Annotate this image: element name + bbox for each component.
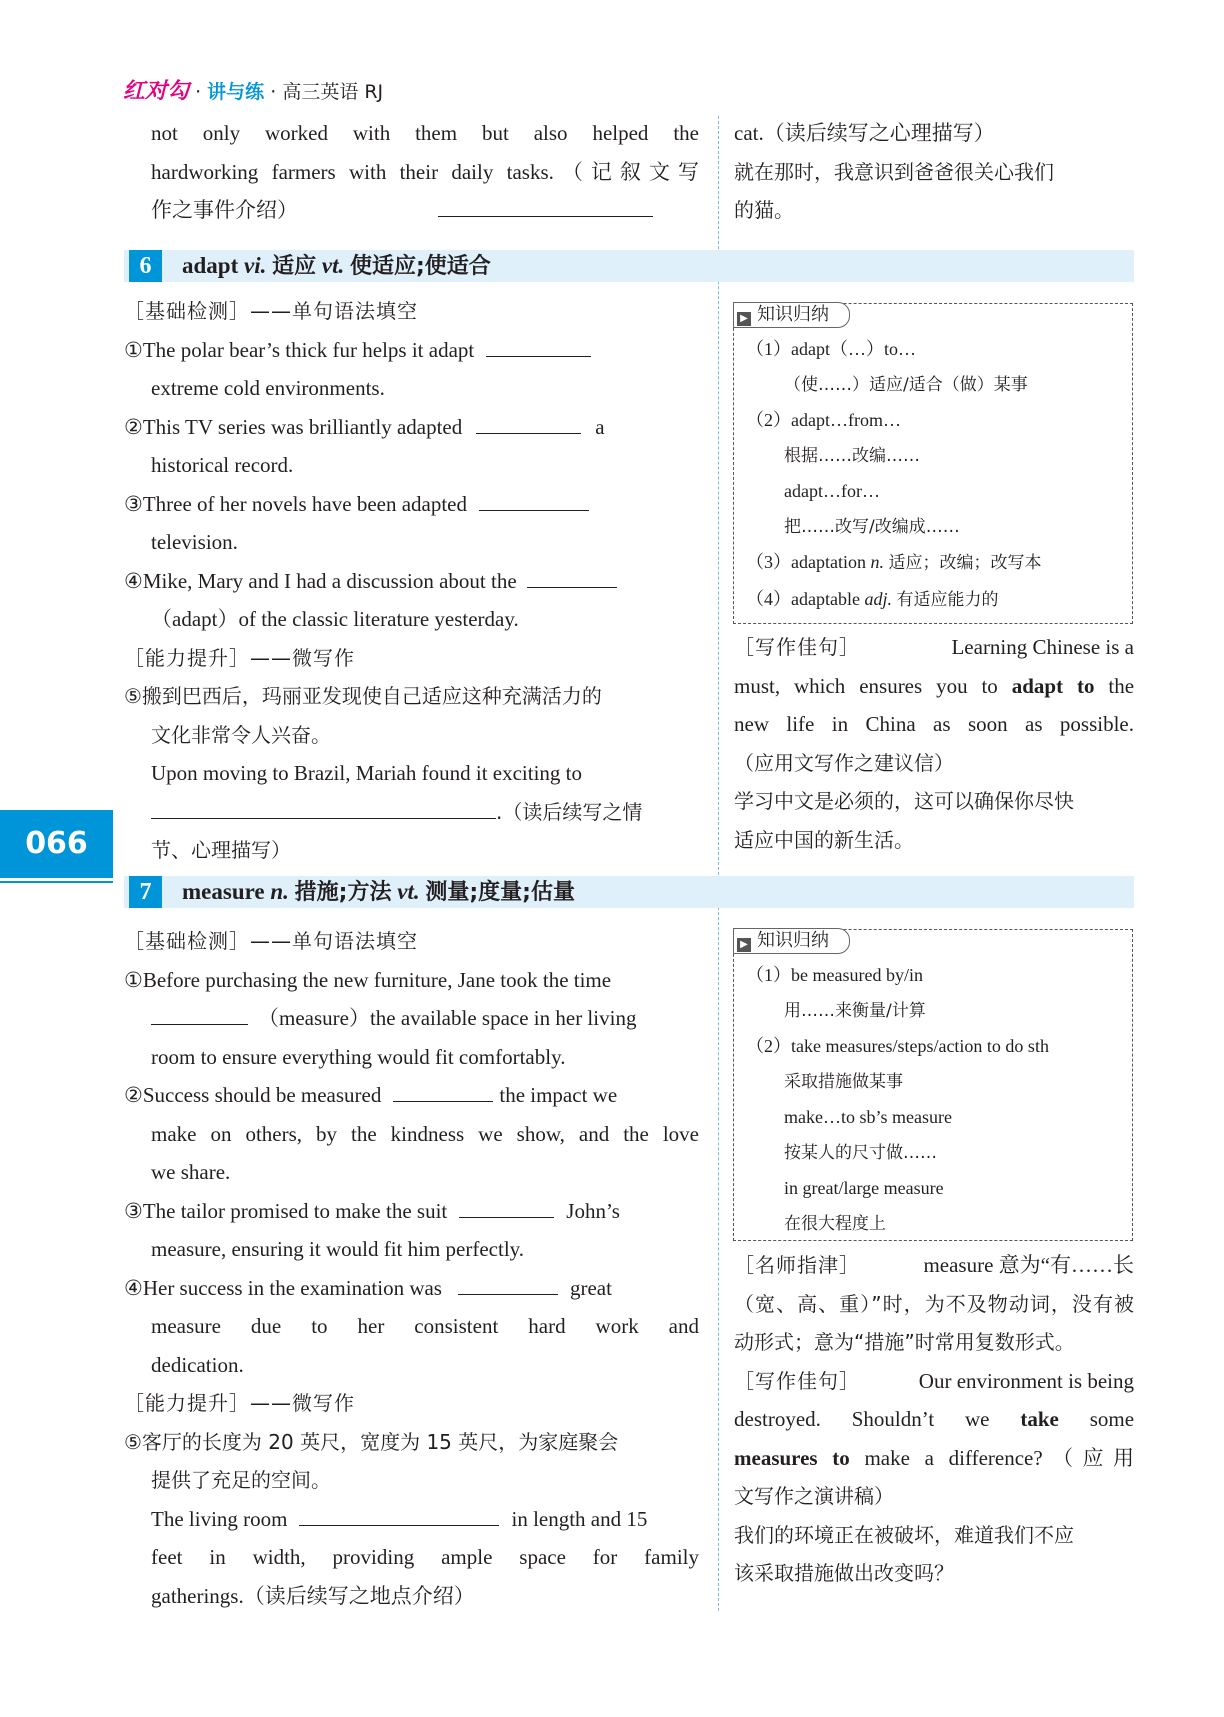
question-5: ⑤搬到巴西后，玛丽亚发现使自己适应这种充满活力的	[124, 684, 602, 708]
question-4	[124, 1269, 699, 1308]
know-term: （4）adaptable	[746, 588, 860, 609]
answer-blank[interactable]	[479, 486, 589, 511]
question-text: a	[595, 414, 605, 439]
writing-text: Learning Chinese is a	[951, 635, 1134, 659]
part-of-speech: vi.	[244, 253, 267, 278]
writing-line-3	[734, 1439, 1134, 1478]
writing-label: ［写作佳句］	[734, 1368, 860, 1393]
question-5-en	[124, 1500, 699, 1539]
know-item: 把……改写/改编成……	[784, 516, 960, 537]
header-sep: ·	[195, 81, 202, 103]
top-right-line1: cat.（读后续写之心理描写）	[734, 121, 995, 145]
answer-blank[interactable]	[151, 1000, 248, 1025]
writing-line-6: 适应中国的新生活。	[734, 827, 914, 852]
know-pos: n.	[870, 552, 884, 572]
question-3-cont: television.	[151, 530, 238, 554]
teacher-line-3: 动形式；意为“措施”时常用复数形式。	[734, 1330, 1075, 1354]
meaning: 适应	[272, 254, 317, 279]
writing-line-5: 学习中文是必须的，这可以确保你尽快	[734, 789, 1074, 813]
header-sep-2: ·	[270, 81, 277, 103]
question-text: ③The tailor promised to make the suit	[124, 1198, 448, 1223]
question-1	[124, 331, 699, 370]
know-item: adapt…for…	[784, 481, 880, 501]
know-meaning: 有适应能力的	[896, 589, 999, 610]
headword: measure	[182, 879, 265, 904]
brand-logo: 红对勾	[123, 79, 190, 104]
question-text: John’s	[566, 1198, 620, 1223]
top-right-text	[734, 114, 1134, 230]
ability-label: ［能力提升］——微写作	[124, 1391, 355, 1415]
know-item: （1）be measured by/in	[746, 965, 923, 985]
writing-line-4: 文写作之演讲稿）	[734, 1484, 894, 1508]
top-left-line2: hardworking farmers with their daily tasks.（记叙文写	[151, 159, 699, 184]
writing-label: ［写作佳句］	[734, 635, 860, 659]
know-item	[746, 545, 1132, 582]
question-text: ②This TV series was brilliantly adapted	[124, 414, 463, 439]
question-text: .（读后续写之情	[496, 799, 643, 824]
question-5-en-cont: feet in width, providing ample space for family	[151, 1545, 699, 1569]
question-1-cont	[124, 999, 699, 1038]
question-text: ④Her success in the examination was	[124, 1275, 442, 1300]
know-term: （3）adaptation	[746, 552, 866, 572]
question-5-blank-line	[124, 793, 699, 832]
know-item: （使……）适应/适合（做）某事	[784, 374, 1028, 395]
section-6-header	[124, 250, 1134, 282]
writing-text: make a difference?（应用	[864, 1445, 1134, 1470]
question-5-cont: 提供了充足的空间。	[151, 1468, 331, 1492]
know-item: 采取措施做某事	[784, 1071, 903, 1092]
know-pos: adj.	[864, 588, 892, 609]
writing-line-2	[734, 1400, 1134, 1439]
know-item: （1）adapt（…）to…	[746, 339, 916, 359]
question-text: ④Mike, Mary and I had a discussion about the	[124, 568, 517, 593]
question-2	[124, 1076, 699, 1115]
question-1-cont: extreme cold environments.	[151, 376, 385, 400]
question-5-note: 节、心理描写）	[151, 838, 291, 862]
question-text: （measure）the available space in her living	[258, 1006, 637, 1030]
question-5: ⑤客厅的长度为 20 英尺，宽度为 15 英尺，为家庭聚会	[124, 1429, 619, 1454]
top-left-text	[124, 114, 699, 230]
section-6-writing	[734, 628, 1134, 859]
writing-line-1	[734, 628, 1134, 667]
knowledge-tag-6	[733, 302, 850, 328]
writing-line-6: 该采取措施做出改变吗？	[734, 1561, 954, 1585]
section-number: 6	[129, 250, 162, 282]
triangle-icon: ▶	[737, 938, 751, 952]
answer-blank[interactable]	[486, 332, 591, 357]
course-title: 高三英语 RJ	[282, 81, 384, 103]
know-item: （2）take measures/steps/action to do sth	[746, 1036, 1049, 1056]
knowledge-label: 知识归纳	[757, 930, 829, 951]
writing-line-5: 我们的环境正在被破坏，难道我们不应	[734, 1522, 1074, 1547]
know-item: make…to sb’s measure	[784, 1107, 952, 1127]
writing-line-3: new life in China as soon as possible.	[734, 712, 1134, 736]
part-of-speech: vt.	[321, 253, 345, 278]
know-item: 在很大程度上	[784, 1213, 886, 1234]
question-5-note: gatherings.（读后续写之地点介绍）	[151, 1583, 475, 1608]
question-4-cont: （adapt）of the classic literature yesterday.	[151, 607, 519, 631]
knowledge-tag-7	[733, 928, 850, 954]
section-title	[182, 876, 575, 909]
question-text: The living room	[151, 1506, 288, 1531]
question-text: great	[569, 1275, 612, 1300]
writing-key-phrase: adapt to	[1011, 673, 1095, 698]
question-5-cont: 文化非常令人兴奋。	[151, 722, 331, 747]
writing-text: destroyed. Shouldn’t we	[734, 1407, 990, 1431]
top-left-line1: not only worked with them but also helped the	[151, 121, 699, 145]
part-of-speech: vt.	[397, 879, 420, 904]
question-4-cont2: dedication.	[151, 1352, 244, 1377]
question-3-cont: measure, ensuring it would fit him perfectly.	[151, 1237, 525, 1261]
question-4-cont: measure due to her consistent hard work and	[151, 1314, 699, 1338]
triangle-icon: ▶	[737, 312, 751, 326]
basic-check-label: ［基础检测］——单句语法填空	[124, 929, 418, 953]
section-7-exercises	[124, 922, 699, 1615]
section-title	[182, 250, 491, 283]
answer-blank[interactable]	[527, 563, 617, 588]
writing-key-phrase: take	[1020, 1407, 1059, 1431]
question-text: ③Three of her novels have been adapted	[124, 491, 468, 516]
question-5-en: Upon moving to Brazil, Mariah found it exciting to	[151, 761, 583, 785]
knowledge-box-7	[733, 929, 1133, 1241]
answer-blank[interactable]	[151, 794, 496, 819]
meaning: 测量;度量;估量	[425, 880, 575, 905]
answer-blank[interactable]	[438, 192, 653, 217]
knowledge-box-6	[733, 303, 1133, 624]
answer-blank[interactable]	[476, 409, 581, 434]
meaning: 使适应;使适合	[349, 254, 491, 279]
question-2	[124, 408, 699, 447]
question-text: ②Success should be measured	[124, 1083, 382, 1107]
teacher-text: measure 意为“有……长	[923, 1253, 1134, 1277]
answer-blank[interactable]	[299, 1501, 499, 1526]
answer-blank[interactable]	[458, 1270, 558, 1295]
know-item: in great/large measure	[784, 1178, 944, 1198]
question-1-cont2: room to ensure everything would fit comfortably.	[151, 1044, 566, 1069]
know-item	[746, 582, 1132, 619]
page-number: 066	[0, 810, 113, 878]
know-item: 根据……改编……	[784, 445, 920, 466]
writing-text: some	[1089, 1407, 1135, 1431]
question-text: ①The polar bear’s thick fur helps it adapt	[124, 337, 475, 362]
know-item: 按某人的尺寸做……	[784, 1142, 937, 1163]
answer-blank[interactable]	[459, 1193, 554, 1218]
teacher-line-2: （宽、高、重）”时，为不及物动词，没有被	[734, 1291, 1134, 1316]
top-left-line3	[124, 191, 699, 230]
top-left-line3-text: 作之事件介绍）	[151, 198, 298, 222]
section-7-notes	[734, 1246, 1134, 1593]
know-item: 用……来衡量/计算	[784, 1000, 926, 1021]
question-1: ①Before purchasing the new furniture, Jane took the time	[124, 967, 612, 992]
teacher-label: ［名师指津］	[734, 1253, 860, 1277]
teacher-line-1	[734, 1246, 1134, 1285]
ability-label: ［能力提升］——微写作	[124, 645, 355, 670]
headword: adapt	[182, 253, 239, 278]
writing-line-4: （应用文写作之建议信）	[734, 750, 954, 775]
page-number-rule	[0, 881, 113, 883]
question-3	[124, 485, 699, 524]
header-brand	[123, 74, 383, 105]
brand-subtitle: 讲与练	[207, 81, 265, 103]
section-7-header	[124, 876, 1134, 908]
knowledge-label: 知识归纳	[757, 304, 829, 325]
writing-text: Our environment is being	[918, 1368, 1134, 1393]
section-number: 7	[129, 876, 162, 908]
question-text: the impact we	[499, 1083, 618, 1107]
question-2-cont: make on others, by the kindness we show, and the love	[151, 1121, 699, 1146]
question-text: in length and 15	[511, 1506, 648, 1531]
basic-check-label: ［基础检测］——单句语法填空	[124, 299, 418, 323]
part-of-speech: n.	[270, 879, 289, 904]
top-right-line2: 就在那时，我意识到爸爸很关心我们	[734, 159, 1054, 184]
column-divider	[718, 116, 719, 1611]
writing-line-1	[734, 1362, 1134, 1401]
question-3	[124, 1192, 699, 1231]
writing-text: must, which ensures you to	[734, 673, 998, 698]
writing-text: the	[1108, 673, 1135, 698]
know-item: （2）adapt…from…	[746, 410, 901, 430]
question-2-cont: historical record.	[151, 453, 294, 477]
writing-line-2	[734, 667, 1134, 706]
answer-blank[interactable]	[393, 1077, 493, 1102]
question-4	[124, 562, 699, 601]
writing-key-phrase: measures to	[734, 1445, 850, 1470]
know-meaning: 适应；改编；改写本	[888, 553, 1042, 573]
meaning: 措施;方法	[294, 880, 392, 905]
section-6-exercises	[124, 292, 699, 870]
question-2-cont2: we share.	[151, 1160, 231, 1184]
top-right-line3: 的猫。	[734, 198, 794, 222]
